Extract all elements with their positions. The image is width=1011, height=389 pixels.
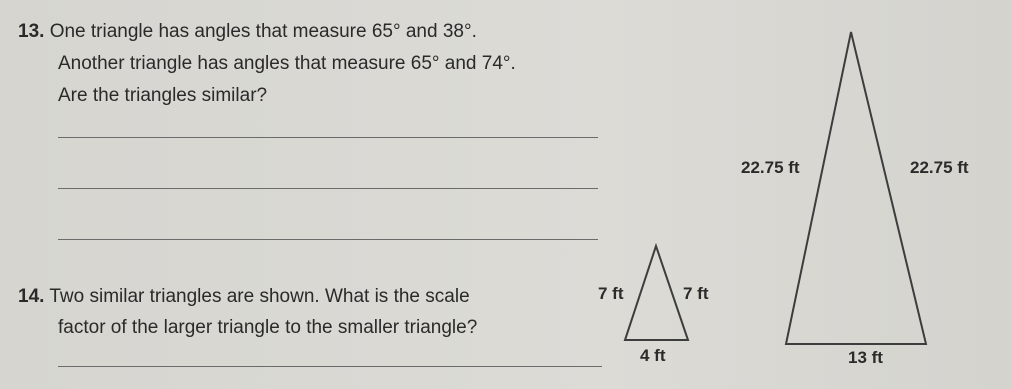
large-base-label: 13 ft xyxy=(848,348,883,367)
small-base-label: 4 ft xyxy=(640,346,666,365)
angle-65-a: 65° xyxy=(371,21,401,42)
question-14-line-2: factor of the larger triangle to the smaller triangle? xyxy=(58,317,478,338)
small-right-side-label: 7 ft xyxy=(683,284,709,303)
small-triangle xyxy=(625,246,688,340)
angle-74: 74°. xyxy=(481,53,516,74)
and-word-2: and xyxy=(444,53,477,74)
large-right-side-label: 22.75 ft xyxy=(910,158,969,177)
question-13-text-1: One triangle has angles that measure xyxy=(49,21,367,42)
question-13-text-2: Another triangle has angles that measure xyxy=(58,53,406,74)
angle-38: 38°. xyxy=(442,21,477,42)
question-14-number: 14. xyxy=(18,286,45,307)
question-13-number: 13. xyxy=(18,21,45,42)
angle-65-b: 65° xyxy=(410,53,440,74)
small-left-side-label: 7 ft xyxy=(598,284,624,303)
question-13-line-3: Are the triangles similar? xyxy=(58,85,268,106)
and-word-1: and xyxy=(405,21,438,42)
question-14-text-1: Two similar triangles are shown. What is the scale xyxy=(49,286,470,307)
large-left-side-label: 22.75 ft xyxy=(741,158,800,177)
large-triangle xyxy=(786,32,926,344)
